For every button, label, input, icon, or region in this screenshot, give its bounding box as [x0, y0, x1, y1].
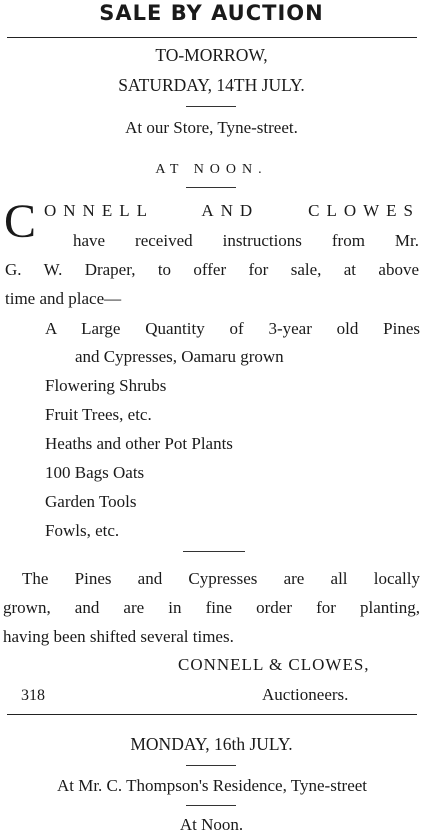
store-location: At our Store, Tyne-street.: [125, 118, 298, 137]
short-rule-1: [186, 106, 236, 107]
short-rule-4: [186, 805, 236, 806]
mid-rule: [183, 551, 245, 552]
list-item: and Cypresses, Oamaru grown: [75, 347, 284, 366]
list-item: Fruit Trees, etc.: [45, 405, 152, 424]
list-item: A Large Quantity of 3-year old Pines: [45, 319, 420, 338]
signature: CONNELL & CLOWES,: [178, 655, 370, 674]
closing-line-3: having been shifted several times.: [3, 627, 234, 646]
body-line-3: time and place—: [5, 289, 122, 308]
auctioneers-label: Auctioneers.: [262, 685, 349, 704]
section-rule: [7, 714, 417, 715]
list-item: Fowls, etc.: [45, 521, 120, 540]
ad-reference-number: 318: [21, 687, 45, 704]
drop-cap: C: [4, 195, 37, 248]
date-line-1: TO-MORROW,: [155, 45, 268, 65]
list-item: Heaths and other Pot Plants: [45, 434, 233, 453]
noon-time: AT NOON.: [155, 162, 268, 177]
body-line-2: G. W. Draper, to offer for sale, at above: [5, 260, 419, 279]
list-item: Flowering Shrubs: [45, 376, 167, 395]
list-item: Garden Tools: [45, 492, 137, 511]
headline: SALE BY AUCTION: [99, 1, 324, 25]
firm-name-text: ONNELL AND CLOWES: [44, 201, 420, 220]
top-rule: [7, 37, 417, 38]
body-line-1: have received instructions from Mr.: [73, 231, 419, 250]
short-rule-2: [186, 187, 236, 188]
closing-line-2: grown, and are in fine order for planting,: [3, 598, 420, 617]
monday-date: MONDAY, 16th JULY.: [130, 734, 293, 754]
list-item: 100 Bags Oats: [45, 463, 145, 482]
date-line-2: SATURDAY, 14TH JULY.: [118, 75, 305, 95]
short-rule-3: [186, 765, 236, 766]
closing-line-1: The Pines and Cypresses are all locally: [22, 569, 420, 588]
firm-name: [44, 201, 420, 221]
noon-time-2: At Noon.: [179, 815, 244, 834]
residence-location: At Mr. C. Thompson's Residence, Tyne-street: [56, 776, 368, 795]
